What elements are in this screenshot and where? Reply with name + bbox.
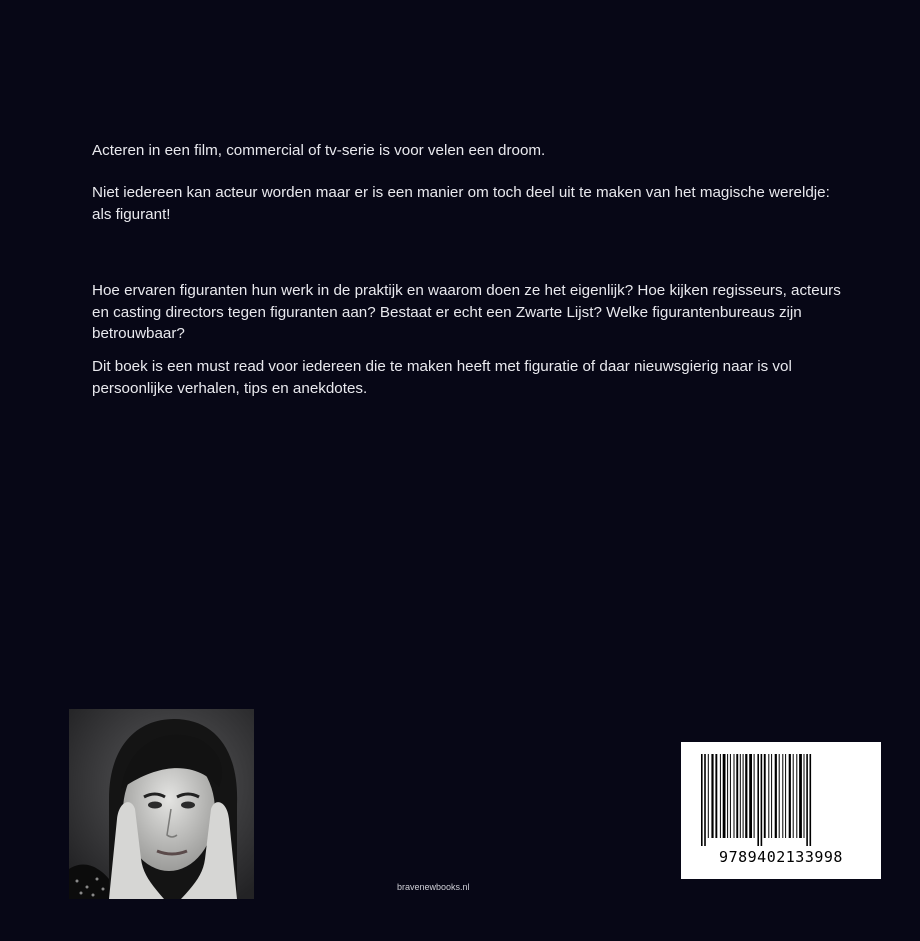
barcode-bar <box>745 754 747 838</box>
barcode-bar <box>782 754 783 838</box>
barcode-bar <box>779 754 780 838</box>
barcode-bar <box>793 754 794 838</box>
blurb-text: Dit boek is een must read voor iedereen die te maken heeft met figuratie of daar nieuwsgierig naar is vol persoonlijke verhalen, tips en anekdotes. <box>92 358 792 397</box>
blurb-paragraph-4 <box>92 356 852 399</box>
barcode-bar <box>785 754 786 838</box>
blurb-paragraph-1 <box>92 140 852 162</box>
barcode-bar <box>704 754 706 846</box>
barcode-bars <box>701 754 861 846</box>
barcode-bar <box>775 754 777 838</box>
barcode-bar <box>771 754 772 838</box>
barcode-bar <box>754 754 755 838</box>
barcode-bar <box>727 754 728 838</box>
barcode-bar <box>743 754 744 838</box>
barcode-bar <box>799 754 802 838</box>
barcode-bar <box>757 754 759 846</box>
barcode-bar <box>764 754 766 838</box>
barcode-bar <box>761 754 763 846</box>
barcode-bar <box>711 754 713 838</box>
barcode-bar <box>768 754 769 838</box>
blurb-text: Niet iedereen kan acteur worden maar er is een manier om toch deel uit te maken van het magische wereldje: als figurant! <box>92 184 830 223</box>
barcode-bar <box>730 754 731 838</box>
blurb-paragraph-3 <box>92 280 852 345</box>
barcode-bar <box>701 754 703 846</box>
barcode-bar <box>708 754 709 838</box>
barcode-bar <box>796 754 797 838</box>
barcode-bar <box>736 754 738 838</box>
publisher-url: bravenewbooks.nl <box>397 882 470 892</box>
barcode-bar <box>804 754 805 838</box>
barcode-bar <box>734 754 735 838</box>
barcode-bar <box>740 754 741 838</box>
blurb-text: Hoe ervaren figuranten hun werk in de praktijk en waarom doen ze het eigenlijk? Hoe kijken regisseurs, acteurs en casting directors tegen figuranten aan? Bestaat er echt een Zwarte Lijst? Welke figurantenbureaus zijn betrouwbaar? <box>92 282 841 342</box>
isbn-barcode <box>681 742 881 879</box>
barcode-bar <box>810 754 812 846</box>
portrait-illustration <box>69 709 254 899</box>
blurb-paragraph-2 <box>92 182 852 225</box>
barcode-bar <box>806 754 808 846</box>
blurb-text: Acteren in een film, commercial of tv-serie is voor velen een droom. <box>92 142 546 159</box>
isbn-number: 9789402133998 <box>719 848 843 866</box>
barcode-bar <box>723 754 726 838</box>
author-portrait <box>69 709 254 899</box>
barcode-bar <box>715 754 717 838</box>
barcode-bar <box>720 754 721 838</box>
barcode-bar <box>789 754 791 838</box>
barcode-bar <box>749 754 752 838</box>
